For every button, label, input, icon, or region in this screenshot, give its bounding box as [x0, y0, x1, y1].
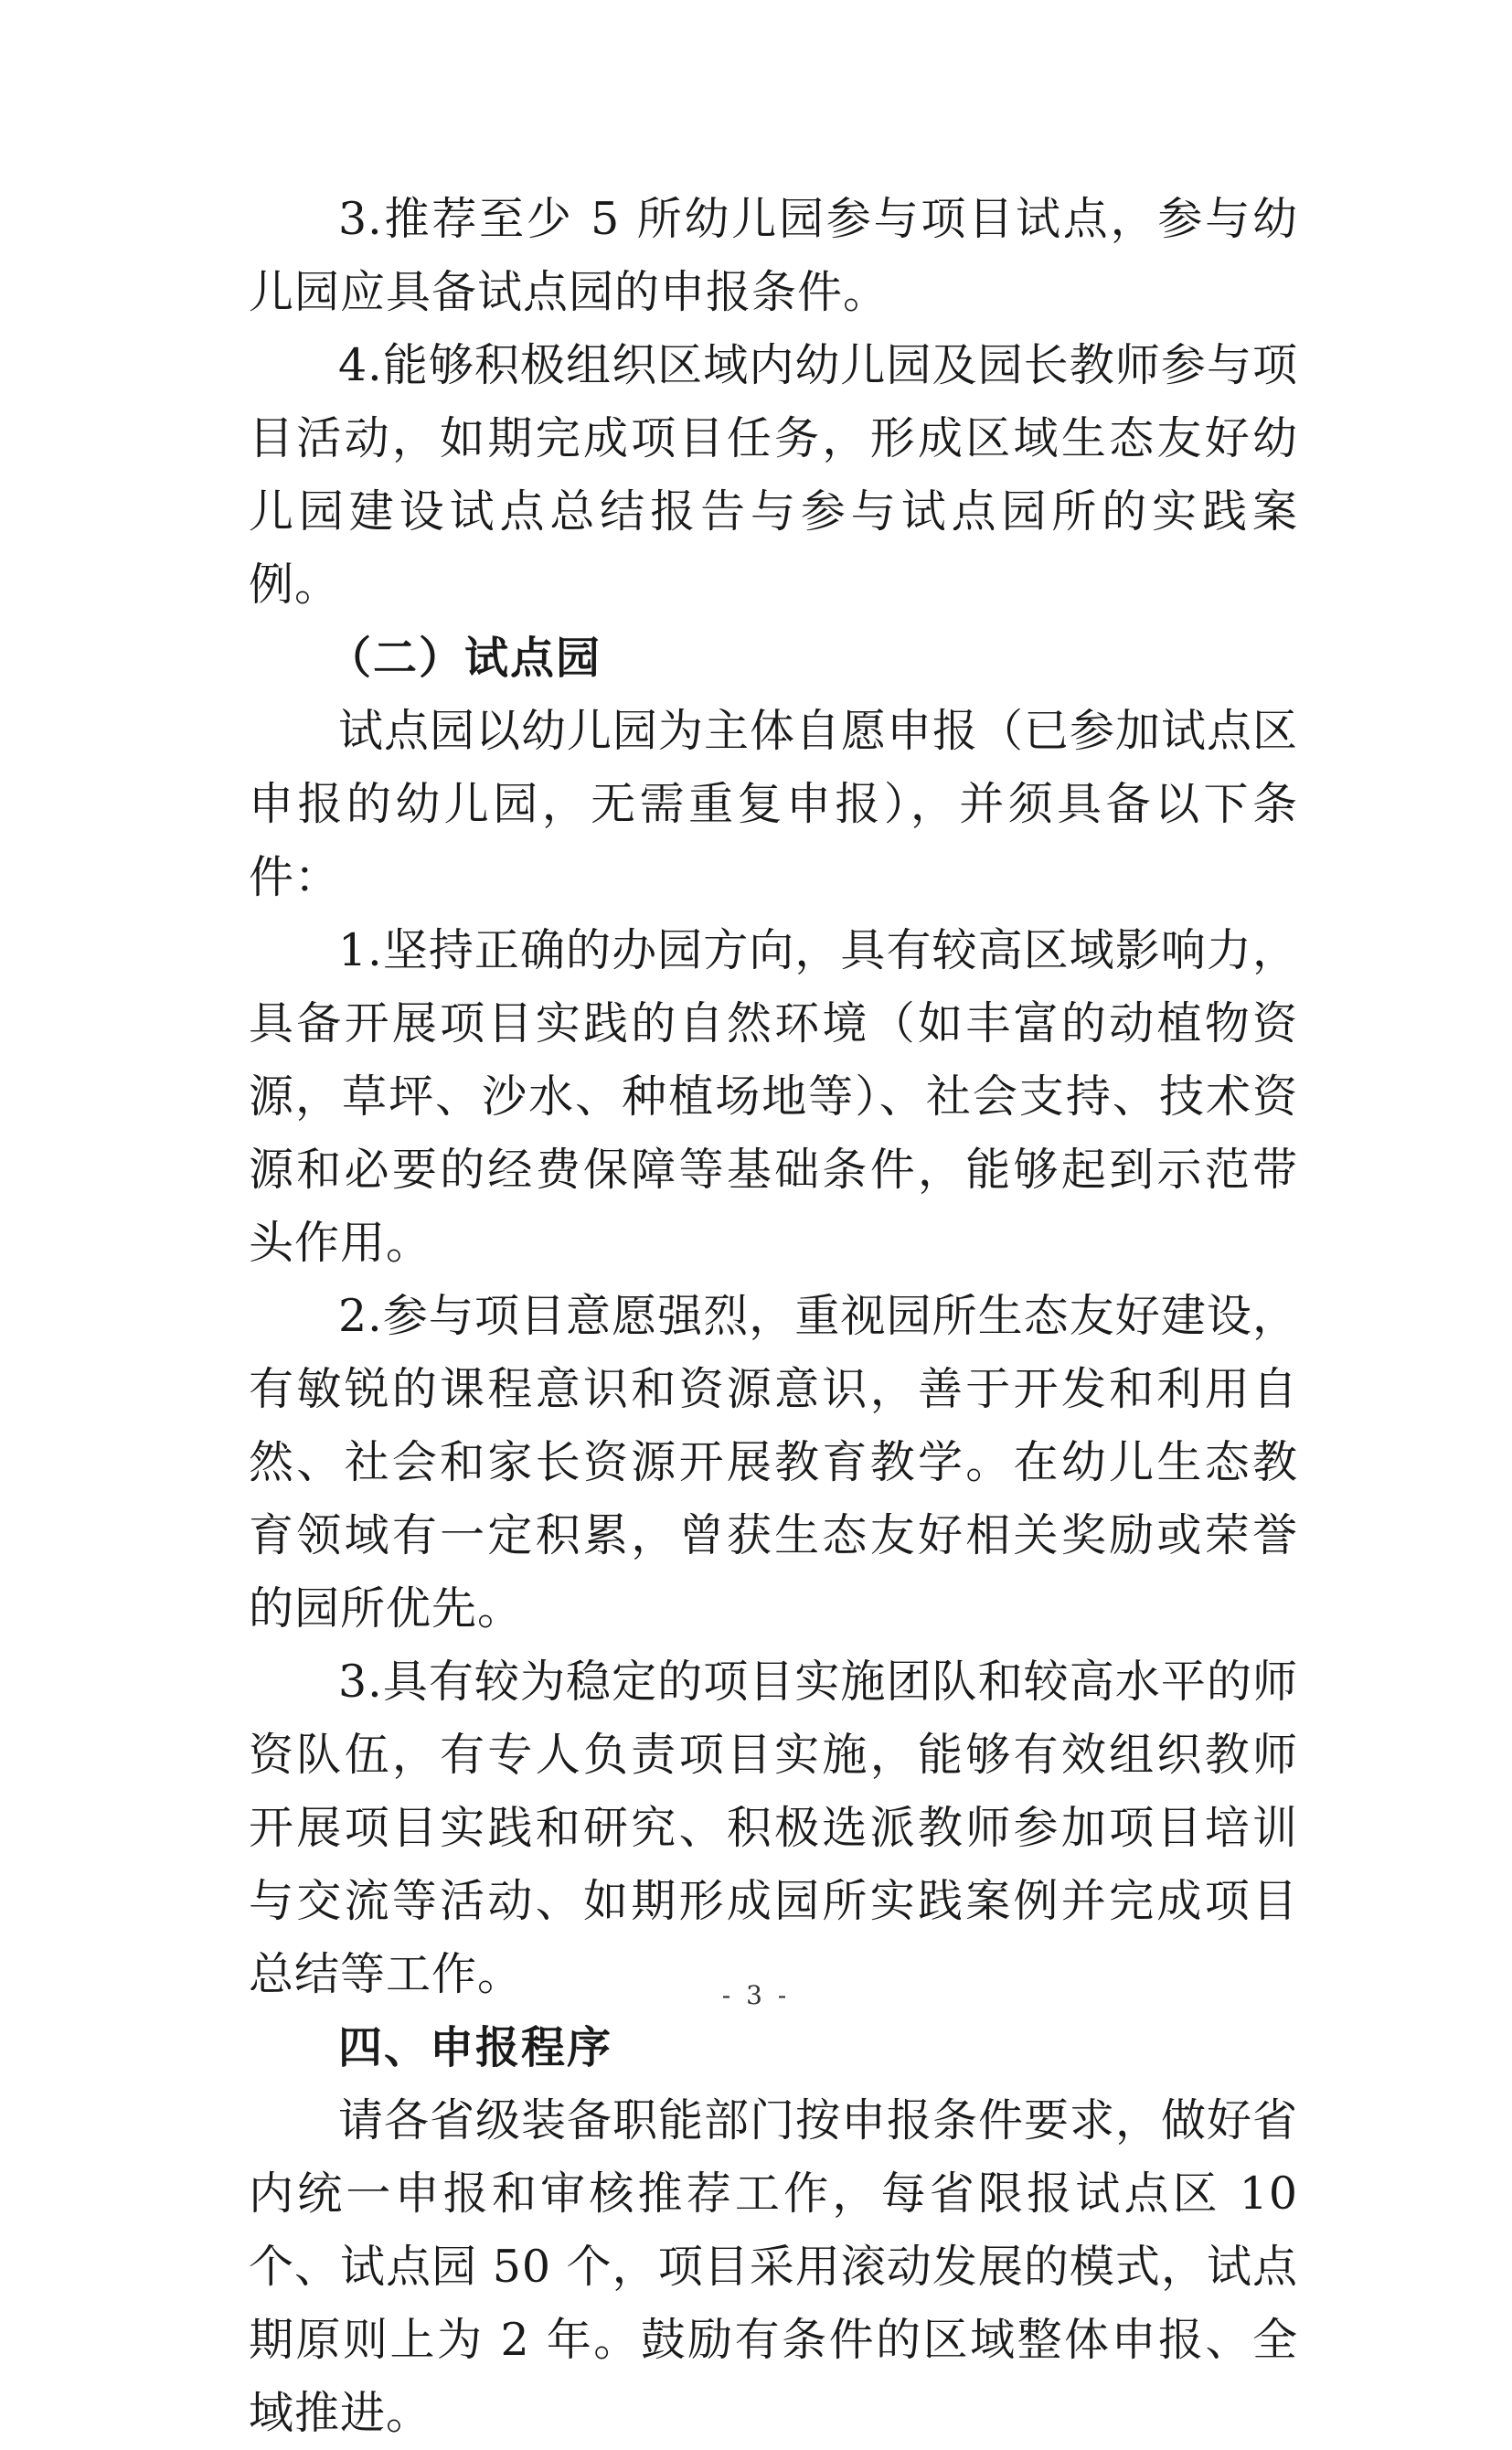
- page-number: - 3 -: [721, 1980, 791, 2010]
- document-body: [249, 183, 1298, 2450]
- section-heading-application-procedure: 四、申报程序: [338, 2022, 613, 2073]
- paragraph-item-1-pilot-kindergarten: 1.坚持正确的办园方向，具有较高区域影响力，具备开展项目实践的自然环境（如丰富的动植物资源，草坪、沙水、种植场地等）、社会支持、技术资源和必要的经费保障等基础条件，能够起到示范带头作用。: [249, 924, 1298, 1269]
- section-heading-pilot-kindergarten: （二）试点园: [327, 633, 602, 684]
- paragraph-item-3-pilot-kindergarten: 3.具有较为稳定的项目实施团队和较高水平的师资队伍，有专人负责项目实施，能够有效组织教师开展项目实践和研究、积极选派教师参加项目培训与交流等活动、如期形成园所实践案例并完成项目总结等工作。: [249, 1656, 1298, 2000]
- paragraph-item-4-pilot-district: 4.能够积极组织区域内幼儿园及园长教师参与项目活动，如期完成项目任务，形成区域生态友好幼儿园建设试点总结报告与参与试点园所的实践案例。: [249, 339, 1298, 611]
- paragraph-pilot-kindergarten-intro: 试点园以幼儿园为主体自愿申报（已参加试点区申报的幼儿园，无需重复申报），并须具备以下条件：: [249, 705, 1299, 903]
- paragraph-application-procedure: 请各省级装备职能部门按申报条件要求，做好省内统一申报和审核推荐工作，每省限报试点区 10 个、试点园 50 个，项目采用滚动发展的模式，试点期原则上为 2 年。鼓励有条件的区域整体申报、全域推进。: [249, 2094, 1299, 2439]
- paragraph-item-3-pilot-district: 3.推荐至少 5 所幼儿园参与项目试点，参与幼儿园应具备试点园的申报条件。: [249, 193, 1298, 318]
- paragraph-item-2-pilot-kindergarten: 2.参与项目意愿强烈，重视园所生态友好建设，有敏锐的课程意识和资源意识，善于开发和利用自然、社会和家长资源开展教育教学。在幼儿生态教育领域有一定积累，曾获生态友好相关奖励或荣誉的园所优先。: [249, 1290, 1298, 1635]
